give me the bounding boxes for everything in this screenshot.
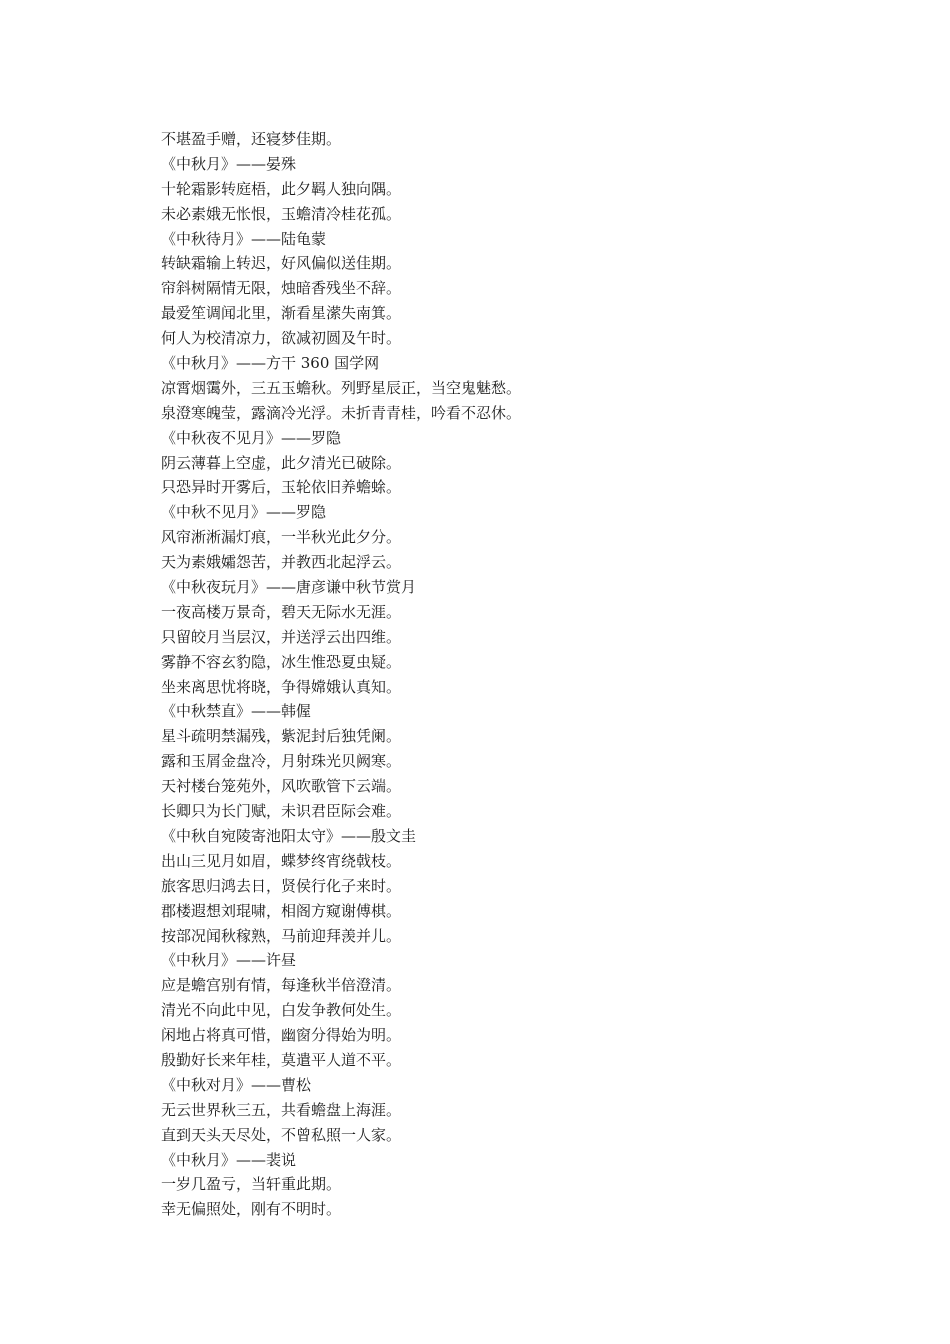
text-line: 一岁几盈亏，当轩重此期。 <box>161 1175 342 1194</box>
poem-title: 《中秋待月》——陆龟蒙 <box>161 229 327 248</box>
text-line: 一夜高楼万景奇，碧天无际水无涯。 <box>161 602 402 621</box>
text-line: 帘斜树隔情无限，烛暗香残坐不辞。 <box>161 279 402 298</box>
poem-title: 《中秋夜不见月》——罗隐 <box>161 428 342 447</box>
text-line: 凉霄烟霭外，三五玉蟾秋。列野星辰正，当空鬼魅愁。 <box>161 378 522 397</box>
text-line: 直到天头天尽处，不曾私照一人家。 <box>161 1125 402 1144</box>
text-line: 何人为校清凉力，欲减初圆及午时。 <box>161 329 402 348</box>
text-line: 星斗疏明禁漏残，紫泥封后独凭阑。 <box>161 727 402 746</box>
text-line: 只留皎月当层汉，并送浮云出四维。 <box>161 627 402 646</box>
text-line: 转缺霜输上转迟，好风偏似送佳期。 <box>161 254 402 273</box>
text-line: 十轮霜影转庭梧，此夕羁人独向隅。 <box>161 179 402 198</box>
text-line: 只恐异时开雾后，玉轮依旧养蟾蜍。 <box>161 478 402 497</box>
poem-title: 《中秋月》——方干 360 国学网 <box>161 354 380 373</box>
text-line: 天为素娥孀怨苦，并教西北起浮云。 <box>161 553 402 572</box>
text-line: 出山三见月如眉，蝶梦终宵绕戟枝。 <box>161 851 402 870</box>
poem-title: 《中秋月》——晏殊 <box>161 154 297 173</box>
text-line: 郡楼遐想刘琨啸，相阁方窥谢傅棋。 <box>161 901 402 920</box>
poem-title: 《中秋禁直》——韩偓 <box>161 702 312 721</box>
poem-title: 《中秋月》——许昼 <box>161 951 297 970</box>
poem-text-block <box>161 127 881 1222</box>
text-line: 无云世界秋三五，共看蟾盘上海涯。 <box>161 1100 402 1119</box>
text-line: 清光不向此中见，白发争教何处生。 <box>161 1001 402 1020</box>
text-line: 闲地占将真可惜，幽窗分得始为明。 <box>161 1026 402 1045</box>
poem-title: 《中秋夜玩月》——唐彦谦中秋节赏月 <box>161 578 417 597</box>
text-line: 坐来离思忧将晓，争得嫦娥认真知。 <box>161 677 402 696</box>
text-line: 未必素娥无怅恨，玉蟾清冷桂花孤。 <box>161 204 402 223</box>
poem-title: 《中秋自宛陵寄池阳太守》——殷文圭 <box>161 826 417 845</box>
text-line: 泉澄寒魄莹，露滴冷光浮。未折青青桂，吟看不忍休。 <box>161 403 522 422</box>
text-line: 应是蟾宫别有情，每逢秋半倍澄清。 <box>161 976 402 995</box>
text-line: 殷勤好长来年桂，莫遣平人道不平。 <box>161 1050 402 1069</box>
text-line: 不堪盈手赠，还寝梦佳期。 <box>161 130 342 148</box>
poem-title: 《中秋对月》——曹松 <box>161 1075 312 1094</box>
text-line: 雾静不容玄豹隐，冰生惟恐夏虫疑。 <box>161 652 402 671</box>
text-line: 按部况闻秋稼熟，马前迎拜羡并儿。 <box>161 926 402 945</box>
poem-title: 《中秋不见月》——罗隐 <box>161 503 327 522</box>
text-line: 风帘淅淅漏灯痕，一半秋光此夕分。 <box>161 528 402 547</box>
text-line: 旅客思归鸿去日，贤侯行化子来时。 <box>161 876 402 895</box>
poem-title: 《中秋月》——裴说 <box>161 1150 297 1169</box>
text-line: 露和玉屑金盘冷，月射珠光贝阙寒。 <box>161 752 402 771</box>
text-line: 幸无偏照处，刚有不明时。 <box>161 1200 342 1219</box>
text-line: 最爱笙调闻北里，渐看星潆失南箕。 <box>161 304 402 323</box>
text-line: 阴云薄暮上空虚，此夕清光已破除。 <box>161 453 402 472</box>
text-line: 天衬楼台笼苑外，风吹歌管下云端。 <box>161 777 402 796</box>
text-line: 长卿只为长门赋，未识君臣际会难。 <box>161 802 402 821</box>
